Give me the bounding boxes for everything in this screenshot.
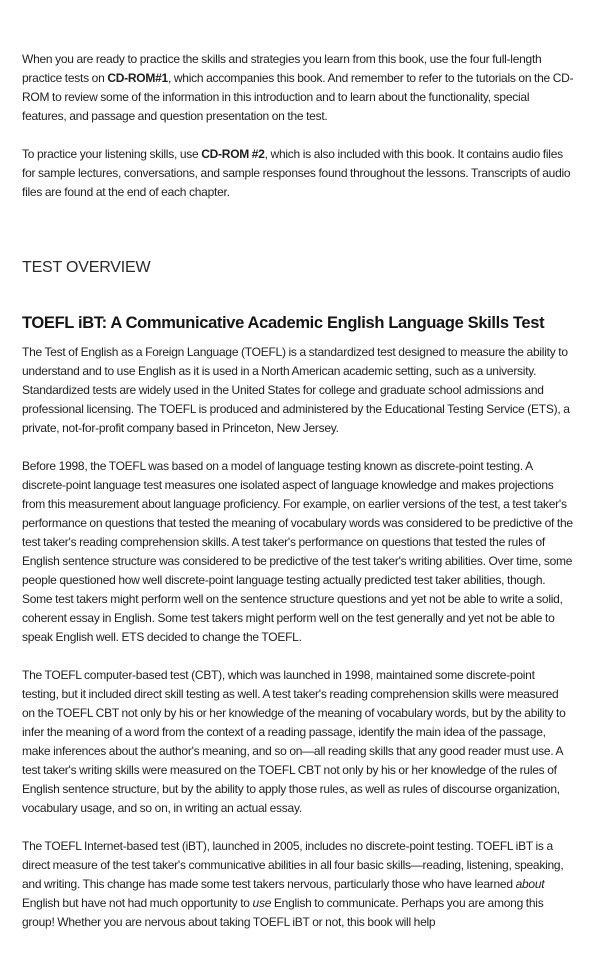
page-content <box>22 50 574 929</box>
ibt-text-part2: English but have not had much opportunity to <box>22 896 253 910</box>
intro-paragraph-cdrom2 <box>22 145 574 202</box>
section-heading: TEST OVERVIEW <box>22 259 151 276</box>
intro-p2-text-after: , which is also included with this book. It contains audio files for sample lectures, conversations, and sample responses found throughout the lessons. Transcripts of audio files are found at the end of each chapter. <box>22 147 571 199</box>
intro-p2-text-before: To practice your listening skills, use <box>22 147 202 161</box>
article-body <box>22 343 574 951</box>
body-paragraph-cbt: The TOEFL computer-based test (CBT), which was launched in 1998, maintained some discrete-point testing, but it included direct skill testing as well. A test taker's reading comprehension skills were measured on the TOEFL CBT not only by his or her knowledge of the meaning of vocabulary words, but by the ability to infer the meaning of a word from the context of a reading passage, identify the main idea of the passage, make inferences about the author's meaning, and so on—all reading skills that any good reader must use. A test taker's writing skills were measured on the TOEFL CBT not only by his or her knowledge of the rules of English sentence structure, but by the ability to apply those rules, as well as rules of discourse organization, vocabulary usage, and so on, in writing an actual essay. <box>22 668 566 815</box>
intro-p1-text-before: When you are ready to practice the skills and strategies you learn from this book, use the four full-length practice tests on <box>22 52 542 85</box>
cdrom2-label: CD-ROM #2 <box>201 147 265 161</box>
ibt-emphasis-use: use <box>252 896 272 910</box>
cdrom1-label: CD-ROM#1 <box>107 71 168 85</box>
ibt-text-part3: English to communicate. Perhaps you are among this group! Whether you are nervous about taking TOEFL iBT or not, this book will help <box>22 896 544 929</box>
body-paragraph-toefl-definition: The Test of English as a Foreign Language (TOEFL) is a standardized test designed to measure the ability to understand and to use English as it is used in a North American academic setting, such as a university. Standardized tests are widely used in the United States for college and graduate school admissions and professional licensing. The TOEFL is produced and administered by the Educational Testing Service (ETS), a private, not-for-profit company based in Princeton, New Jersey. <box>22 345 570 435</box>
body-paragraph-ibt <box>22 837 574 932</box>
body-paragraph-discrete-point: Before 1998, the TOEFL was based on a model of language testing known as discrete-point testing. A discrete-point language test measures one isolated aspect of language knowledge and makes projections from this measurement about language proficiency. For example, on earlier versions of the test, a test taker's performance on questions that tested the meaning of vocabulary words was considered to be predictive of the test taker's reading comprehension skills. A test taker's performance on questions that tested the rules of English sentence structure was considered to be predictive of the test taker's writing abilities. Over time, some people questioned how well discrete-point language testing actually predicted test taker abilities, though. Some test takers might perform well on the sentence structure questions and yet not be able to write a solid, coherent essay in English. Some test takers might perform well on the test generally and yet not be able to speak English well. ETS decided to change the TOEFL. <box>22 459 573 644</box>
ibt-emphasis-about: about <box>515 877 545 891</box>
intro-p1-text-after: , which accompanies this book. And remember to refer to the tutorials on the CD-ROM to review some of the information in this introduction and to learn about the functionality, special features, and passage and question presentation on the test. <box>22 71 574 123</box>
ibt-text-part1: The TOEFL Internet-based test (iBT), launched in 2005, includes no discrete-point testing. TOEFL iBT is a direct measure of the test taker's communicative abilities in all four basic skills—reading, listening, speaking, and writing. This change has made some test takers nervous, particularly those who have learned <box>22 839 564 891</box>
intro-paragraph-cdrom1 <box>22 50 574 126</box>
section-subheading: TOEFL iBT: A Communicative Academic English Language Skills Test <box>22 314 545 332</box>
